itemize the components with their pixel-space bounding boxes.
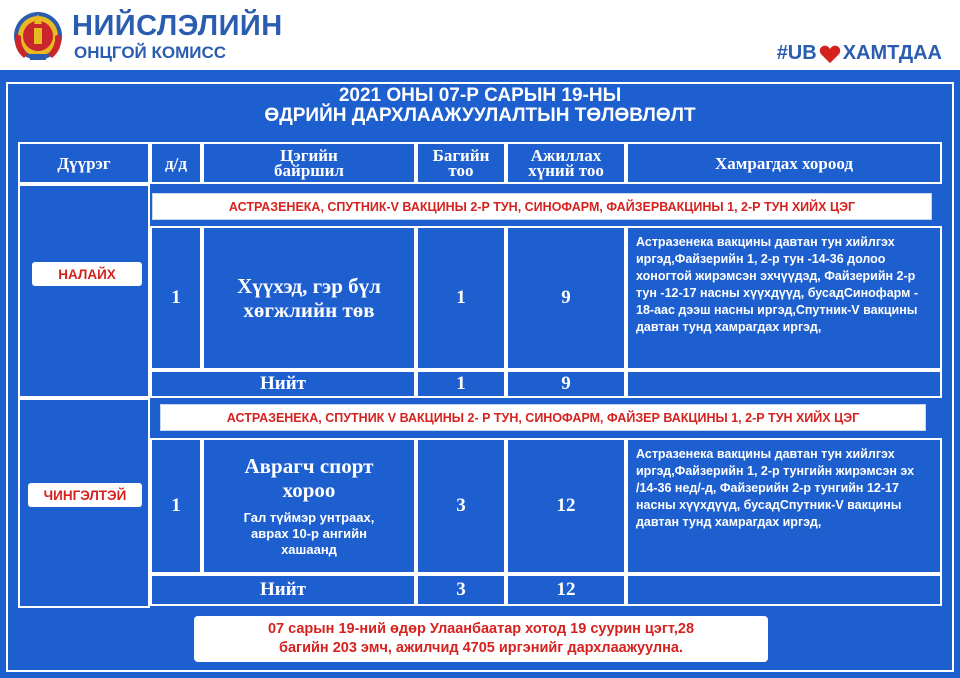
header-workers: Ажиллах хүний тоо — [506, 142, 626, 184]
coverage-nalaikh: Астразенека вакцины давтан тун хийлгэх иргэд,Файзерийн 1, 2-р тун -14-36 долоо хоногтой жирэмсэн эхчүүдэд, Файзерийн 2-р тун -12-17 насны хүүхдүүд, бусадСинофарм - 18-аас дээш насны иргэд,Спутник-V вакцины давтан тунд хамрагдах иргэд, — [636, 235, 919, 334]
vaccine-banner-nalaikh: АСТРАЗЕНЕКА, СПУТНИК-V ВАКЦИНЫ 2-Р ТУН, СИНОФАРМ, ФАЙЗЕРВАКЦИНЫ 1, 2-Р ТУН ХИЙХ ЦЭГ — [152, 193, 932, 220]
title-line2: ӨДРИЙН ДАРХЛААЖУУЛАЛТЫН ТӨЛӨВЛӨЛТ — [264, 105, 696, 126]
total-workers-chingeltei: 12 — [506, 574, 626, 606]
workers-chingeltei: 12 — [506, 438, 626, 574]
district-label-chingeltei: ЧИНГЭЛТЭЙ — [28, 483, 142, 507]
header-coverage: Хамрагдах хороод — [626, 142, 942, 184]
total-label-chingeltei: Нийт — [150, 574, 416, 606]
org-name-line2: ОНЦГОЙ КОМИСС — [74, 43, 227, 62]
total-coverage-nalaikh — [626, 370, 942, 398]
workers-nalaikh: 9 — [506, 226, 626, 370]
teams-nalaikh: 1 — [416, 226, 506, 370]
header-number: д/д — [150, 142, 202, 184]
summary-line1: 07 сарын 19-ний өдөр Улаанбаатар хотод 19 суурин цэгт,28 — [267, 621, 695, 637]
title-line1: 2021 ОНЫ 07-Р САРЫН 19-НЫ — [338, 85, 622, 106]
heart-icon — [819, 44, 841, 64]
header-location: Цэгийн байршил — [202, 142, 416, 184]
location-chingeltei: Аврагч спорт хороо Гал түймэр унтраах, аврах 10-р ангийн хашаанд — [202, 438, 416, 574]
page-header — [0, 0, 960, 70]
location-nalaikh: Хүүхэд, гэр бүл хөгжлийн төв — [202, 226, 416, 370]
header-district: Дүүрэг — [18, 142, 150, 184]
hashtag-prefix: #UB — [776, 42, 817, 64]
total-coverage-chingeltei — [626, 574, 942, 606]
header-teams: Багийн тоо — [416, 142, 506, 184]
district-cell-nalaikh — [18, 184, 150, 398]
vaccine-banner-chingeltei: АСТРАЗЕНЕКА, СПУТНИК V ВАКЦИНЫ 2- Р ТУН, СИНОФАРМ, ФАЙЗЕР ВАКЦИНЫ 1, 2-Р ТУН ХИЙХ ЦЭГ — [160, 404, 926, 431]
total-teams-nalaikh: 1 — [416, 370, 506, 398]
summary-line2: багийн 203 эмч, ажилчид 4705 иргэнийг дархлаажуулна. — [279, 640, 683, 656]
district-label-nalaikh: НАЛАЙХ — [32, 262, 142, 286]
total-label-nalaikh: Нийт — [150, 370, 416, 398]
row-number-chingeltei: 1 — [150, 438, 202, 574]
campaign-hashtag — [777, 42, 942, 65]
summary-note — [194, 616, 768, 662]
state-emblem-logo — [8, 4, 68, 64]
org-name-line1: НИЙСЛЭЛИЙН — [72, 10, 283, 42]
coverage-chingeltei: Астразенека вакцины давтан тун хийлгэх иргэд,Файзерийн 1, 2-р тунгийн жирэмсэн эх /14-36 нед/-д, Файзерийн 2-р тунгийн 12-17 насны хүүхдүүд, бусадСпутник-V вакцины давтан тунд хамрагдах иргэд, — [636, 447, 915, 529]
total-workers-nalaikh: 9 — [506, 370, 626, 398]
row-number-nalaikh: 1 — [150, 226, 202, 370]
page-title — [0, 86, 960, 126]
teams-chingeltei: 3 — [416, 438, 506, 574]
hashtag-suffix: ХАМТДАА — [842, 42, 942, 64]
total-teams-chingeltei: 3 — [416, 574, 506, 606]
